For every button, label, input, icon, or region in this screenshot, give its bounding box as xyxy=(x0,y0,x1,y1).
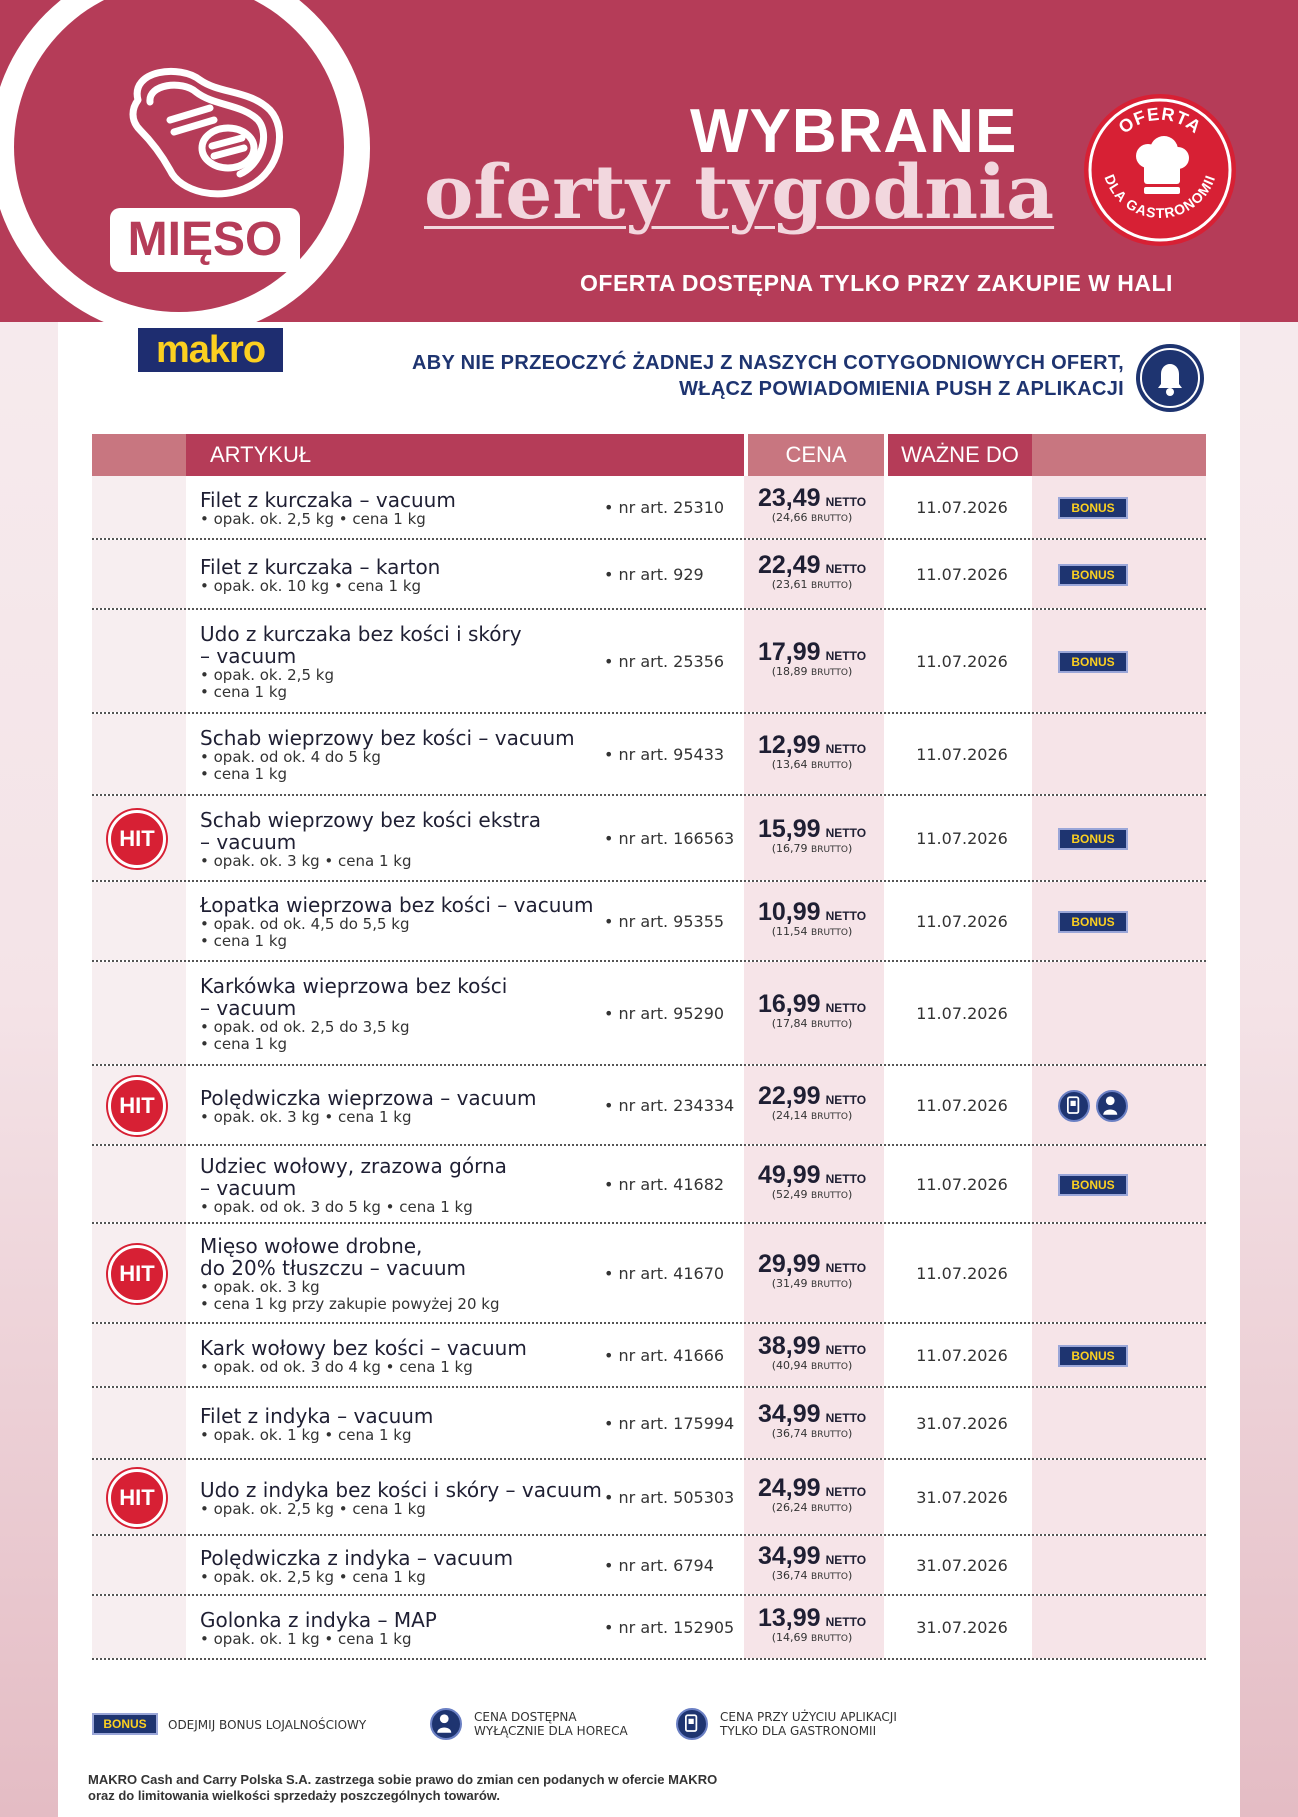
gross-price: (16,79 BRUTTO) xyxy=(771,842,853,855)
gastronomy-offer-badge xyxy=(1080,90,1240,250)
product-name: – vacuum xyxy=(200,829,297,854)
product-detail: • opak. ok. 2,5 kg • cena 1 kg xyxy=(200,1499,426,1518)
bonus-tag: BONUS xyxy=(1058,1345,1128,1367)
brutto-label: BRUTTO xyxy=(811,514,848,524)
bell-icon xyxy=(1136,344,1204,412)
legend-app-line2: TYLKO DLA GASTRONOMII xyxy=(720,1724,877,1738)
product-detail: • opak. od ok. 3 do 4 kg • cena 1 kg xyxy=(200,1357,473,1376)
price-cell xyxy=(744,1604,880,1644)
column-background xyxy=(92,476,186,538)
gross-price: (13,64 BRUTTO) xyxy=(771,758,853,771)
product-name: Schab wieprzowy bez kości – vacuum xyxy=(200,726,575,750)
brutto-label: BRUTTO xyxy=(811,1020,848,1030)
offer-table xyxy=(92,476,1206,1660)
product-detail: • opak. ok. 3 kg xyxy=(200,1278,320,1296)
valid-until-date: 11.07.2026 xyxy=(916,1264,1008,1283)
gross-price: (11,54 BRUTTO) xyxy=(771,925,853,938)
product-detail: • opak. od ok. 4 do 5 kg xyxy=(200,748,381,766)
valid-until-date: 11.07.2026 xyxy=(916,1175,1008,1194)
table-row xyxy=(92,1460,1206,1536)
article-number: • nr art. 95355 xyxy=(604,912,725,931)
table-row xyxy=(92,1324,1206,1388)
chef-person-icon xyxy=(1096,1090,1128,1122)
table-row xyxy=(92,610,1206,714)
gross-value: (23,61 xyxy=(771,578,808,591)
article-number: • nr art. 41682 xyxy=(604,1175,725,1194)
price-cell xyxy=(744,1400,880,1440)
column-background xyxy=(92,1536,186,1594)
bonus-tag: BONUS xyxy=(1058,564,1128,586)
price-cell xyxy=(744,990,880,1030)
product-detail: • cena 1 kg xyxy=(200,1035,288,1053)
gross-value: (17,84 xyxy=(771,1017,808,1030)
gross-price: (18,89 BRUTTO) xyxy=(771,665,853,678)
product-name: Schab wieprzowy bez kości ekstra xyxy=(200,807,542,832)
gross-value: (31,49 xyxy=(771,1277,808,1290)
header-tag-col xyxy=(1032,434,1206,476)
brutto-label: BRUTTO xyxy=(811,1634,848,1644)
price-cell xyxy=(744,1161,880,1201)
gross-value: (13,64 xyxy=(771,758,808,771)
net-price: 13,99 xyxy=(757,1604,821,1632)
header-valid: WAŻNE DO xyxy=(888,434,1032,476)
brutto-label: BRUTTO xyxy=(811,1504,848,1514)
product-info xyxy=(200,623,522,701)
product-detail: • opak. ok. 3 kg • cena 1 kg xyxy=(200,851,412,870)
column-background xyxy=(92,1146,186,1222)
hit-badge: HIT xyxy=(108,810,166,868)
table-row xyxy=(92,1388,1206,1460)
product-name: – vacuum xyxy=(200,996,297,1020)
product-detail: • opak. ok. 1 kg • cena 1 kg xyxy=(200,1425,412,1444)
netto-label: NETTO xyxy=(825,1343,867,1357)
netto-label: NETTO xyxy=(825,562,867,576)
brutto-label: BRUTTO xyxy=(811,928,848,938)
price-cell xyxy=(744,638,880,678)
gross-price: (24,66 BRUTTO) xyxy=(771,511,853,524)
brutto-label: BRUTTO xyxy=(811,845,848,855)
product-detail: • opak. ok. 3 kg • cena 1 kg xyxy=(200,1107,412,1126)
column-background xyxy=(1032,1388,1206,1458)
column-background xyxy=(92,962,186,1064)
column-background xyxy=(92,882,186,960)
valid-until-date: 11.07.2026 xyxy=(916,498,1008,517)
badge-text-top: OFERTA xyxy=(1114,103,1206,138)
valid-until-date: 11.07.2026 xyxy=(916,745,1008,764)
brutto-label: BRUTTO xyxy=(811,1280,848,1290)
article-number: • nr art. 41666 xyxy=(604,1346,725,1365)
net-price: 10,99 xyxy=(757,898,821,926)
column-background xyxy=(92,1596,186,1658)
chef-person-icon xyxy=(430,1708,462,1740)
netto-label: NETTO xyxy=(825,495,867,509)
gross-value: (14,69 xyxy=(771,1631,808,1644)
hit-badge: HIT xyxy=(108,1077,166,1135)
product-info xyxy=(200,556,440,595)
price-cell xyxy=(744,1332,880,1372)
product-info xyxy=(200,1337,527,1376)
price-cell xyxy=(744,484,880,524)
net-price: 29,99 xyxy=(757,1250,821,1278)
column-background xyxy=(92,1324,186,1386)
product-info xyxy=(200,809,541,870)
product-name: Polędwiczka z indyka – vacuum xyxy=(200,1545,514,1570)
net-price: 15,99 xyxy=(757,815,821,843)
header-price: CENA xyxy=(748,434,884,476)
push-line-2: WŁĄCZ POWIADOMIENIA PUSH Z APLIKACJI xyxy=(679,378,1124,400)
product-name: Filet z indyka – vacuum xyxy=(200,1403,434,1428)
column-background xyxy=(92,714,186,794)
badge-text-bottom: DLA GASTRONOMII xyxy=(1101,172,1219,222)
phone-app-icon xyxy=(676,1708,708,1740)
product-name: Golonka z indyka – MAP xyxy=(200,1607,437,1632)
article-number: • nr art. 95290 xyxy=(604,1004,725,1023)
legend-horeca-text xyxy=(474,1710,628,1738)
net-price: 34,99 xyxy=(757,1542,821,1570)
product-detail: • opak. od ok. 3 do 5 kg • cena 1 kg xyxy=(200,1197,473,1216)
article-number: • nr art. 41670 xyxy=(604,1264,725,1283)
gross-price: (24,14 BRUTTO) xyxy=(771,1109,853,1122)
brutto-label: BRUTTO xyxy=(811,1191,848,1201)
net-price: 49,99 xyxy=(757,1161,821,1189)
article-number: • nr art. 152905 xyxy=(604,1618,735,1637)
netto-label: NETTO xyxy=(825,1615,867,1629)
product-detail: • cena 1 kg xyxy=(200,683,288,701)
product-detail: • opak. ok. 2,5 kg • cena 1 kg xyxy=(200,1567,426,1586)
push-notification-notice xyxy=(340,350,1124,402)
phone-app-icon xyxy=(1058,1090,1090,1122)
netto-label: NETTO xyxy=(825,826,867,840)
product-info xyxy=(200,975,507,1053)
valid-until-date: 11.07.2026 xyxy=(916,1096,1008,1115)
legend-bonus-text: ODEJMIJ BONUS LOJALNOŚCIOWY xyxy=(168,1718,367,1732)
hall-only-notice: OFERTA DOSTĘPNA TYLKO PRZY ZAKUPIE W HALI xyxy=(580,270,1173,296)
brutto-label: BRUTTO xyxy=(811,761,848,771)
gross-value: (40,94 xyxy=(771,1359,808,1372)
footer-line-2: oraz do limitowania wielkości sprzedaży poszczególnych towarów. xyxy=(88,1788,501,1803)
price-cell xyxy=(744,898,880,938)
product-info xyxy=(200,727,575,783)
article-number: • nr art. 505303 xyxy=(604,1488,735,1507)
product-info xyxy=(200,1609,437,1648)
valid-until-date: 11.07.2026 xyxy=(916,1346,1008,1365)
gross-value: (18,89 xyxy=(771,665,808,678)
product-detail: • cena 1 kg przy zakupie powyżej 20 kg xyxy=(200,1295,500,1313)
gross-value: (24,14 xyxy=(771,1109,808,1122)
product-name: do 20% tłuszczu – vacuum xyxy=(200,1256,467,1280)
gross-price: (40,94 BRUTTO) xyxy=(771,1359,853,1372)
gross-price: (36,74 BRUTTO) xyxy=(771,1427,853,1440)
gross-price: (14,69 BRUTTO) xyxy=(771,1631,853,1644)
table-row xyxy=(92,1224,1206,1324)
table-row xyxy=(92,1536,1206,1596)
net-price: 23,49 xyxy=(757,484,821,512)
product-name: Mięso wołowe drobne, xyxy=(200,1234,423,1258)
product-detail: • opak. ok. 2,5 kg xyxy=(200,666,334,684)
table-row xyxy=(92,1596,1206,1660)
footer-line-1: MAKRO Cash and Carry Polska S.A. zastrzega sobie prawo do zmian cen podanych w ofercie MAKRO xyxy=(88,1772,718,1787)
gross-price: (36,74 BRUTTO) xyxy=(771,1569,853,1582)
header-hit-col xyxy=(92,434,186,476)
product-name: Filet z kurczaka – vacuum xyxy=(200,487,456,512)
column-background xyxy=(1032,1536,1206,1594)
netto-label: NETTO xyxy=(825,1485,867,1499)
hit-badge: HIT xyxy=(108,1469,166,1527)
gross-value: (11,54 xyxy=(771,925,808,938)
netto-label: NETTO xyxy=(825,1093,867,1107)
bonus-tag: BONUS xyxy=(1058,1174,1128,1196)
product-info xyxy=(200,894,594,950)
product-detail: • cena 1 kg xyxy=(200,932,288,950)
column-background xyxy=(1032,1460,1206,1534)
price-cell xyxy=(744,1082,880,1122)
product-name: – vacuum xyxy=(200,1175,297,1200)
product-info xyxy=(200,489,456,528)
article-number: • nr art. 25356 xyxy=(604,652,725,671)
legend-horeca-line1: CENA DOSTĘPNA xyxy=(474,1710,577,1724)
page-subtitle: oferty tygodnia xyxy=(424,150,1055,236)
net-price: 22,99 xyxy=(757,1082,821,1110)
legend xyxy=(92,1708,1206,1748)
bonus-tag: BONUS xyxy=(1058,828,1128,850)
gross-price: (26,24 BRUTTO) xyxy=(771,1501,853,1514)
legend-app-text xyxy=(720,1710,897,1738)
article-number: • nr art. 6794 xyxy=(604,1556,714,1575)
valid-until-date: 11.07.2026 xyxy=(916,652,1008,671)
makro-logo: makro xyxy=(138,328,283,372)
article-number: • nr art. 175994 xyxy=(604,1414,735,1433)
net-price: 24,99 xyxy=(757,1474,821,1502)
product-name: Kark wołowy bez kości – vacuum xyxy=(200,1335,527,1360)
push-line-1: ABY NIE PRZEOCZYĆ ŻADNEJ Z NASZYCH COTYGODNIOWYCH OFERT, xyxy=(411,352,1124,374)
product-name: Udo z indyka bez kości i skóry – vacuum xyxy=(200,1477,602,1502)
product-detail: • opak. ok. 1 kg • cena 1 kg xyxy=(200,1629,412,1648)
netto-label: NETTO xyxy=(825,1172,867,1186)
column-background xyxy=(92,540,186,608)
column-background xyxy=(1032,962,1206,1064)
netto-label: NETTO xyxy=(825,1261,867,1275)
product-detail: • opak. ok. 2,5 kg • cena 1 kg xyxy=(200,509,426,528)
product-detail: • cena 1 kg xyxy=(200,765,288,783)
net-price: 22,49 xyxy=(757,551,821,579)
brutto-label: BRUTTO xyxy=(811,1572,848,1582)
product-name: Polędwiczka wieprzowa – vacuum xyxy=(200,1085,537,1110)
column-background xyxy=(1032,1596,1206,1658)
product-info xyxy=(200,1235,499,1313)
gross-price: (31,49 BRUTTO) xyxy=(771,1277,853,1290)
table-row xyxy=(92,1066,1206,1146)
legend-horeca-line2: WYŁĄCZNIE DLA HORECA xyxy=(474,1724,628,1738)
price-cell xyxy=(744,815,880,855)
product-name: Łopatka wieprzowa bez kości – vacuum xyxy=(200,893,594,917)
net-price: 38,99 xyxy=(757,1332,821,1360)
brutto-label: BRUTTO xyxy=(811,1112,848,1122)
article-number: • nr art. 25310 xyxy=(604,498,725,517)
article-number: • nr art. 166563 xyxy=(604,829,735,848)
price-cell xyxy=(744,551,880,591)
brutto-label: BRUTTO xyxy=(811,1430,848,1440)
table-header xyxy=(92,434,1206,476)
bonus-tag: BONUS xyxy=(1058,651,1128,673)
column-background xyxy=(92,610,186,712)
valid-until-date: 31.07.2026 xyxy=(916,1618,1008,1637)
gross-value: (36,74 xyxy=(771,1569,808,1582)
valid-until-date: 31.07.2026 xyxy=(916,1414,1008,1433)
article-number: • nr art. 234334 xyxy=(604,1096,735,1115)
brutto-label: BRUTTO xyxy=(811,668,848,678)
valid-until-date: 11.07.2026 xyxy=(916,912,1008,931)
valid-until-date: 11.07.2026 xyxy=(916,565,1008,584)
product-info xyxy=(200,1479,602,1518)
price-cell xyxy=(744,1542,880,1582)
table-row xyxy=(92,714,1206,796)
legend-app-line1: CENA PRZY UŻYCIU APLIKACJI xyxy=(720,1710,897,1724)
netto-label: NETTO xyxy=(825,1553,867,1567)
price-cell xyxy=(744,1250,880,1290)
table-row xyxy=(92,476,1206,540)
product-info xyxy=(200,1155,507,1216)
valid-until-date: 31.07.2026 xyxy=(916,1488,1008,1507)
article-number: • nr art. 95433 xyxy=(604,745,725,764)
table-row xyxy=(92,540,1206,610)
table-row xyxy=(92,882,1206,962)
gross-price: (17,84 BRUTTO) xyxy=(771,1017,853,1030)
gross-price: (23,61 BRUTTO) xyxy=(771,578,853,591)
product-name: – vacuum xyxy=(200,644,297,668)
product-info xyxy=(200,1405,433,1444)
product-name: Karkówka wieprzowa bez kości xyxy=(200,974,508,998)
netto-label: NETTO xyxy=(825,649,867,663)
netto-label: NETTO xyxy=(825,1411,867,1425)
product-name: Filet z kurczaka – karton xyxy=(200,554,441,579)
valid-until-date: 31.07.2026 xyxy=(916,1556,1008,1575)
product-info xyxy=(200,1087,537,1126)
valid-until-date: 11.07.2026 xyxy=(916,829,1008,848)
bonus-tag: BONUS xyxy=(1058,911,1128,933)
netto-label: NETTO xyxy=(825,909,867,923)
table-row xyxy=(92,1146,1206,1224)
valid-until-date: 11.07.2026 xyxy=(916,1004,1008,1023)
price-cell xyxy=(744,731,880,771)
column-background xyxy=(1032,714,1206,794)
legal-footer xyxy=(88,1772,988,1804)
steak-icon xyxy=(110,60,290,210)
gross-value: (24,66 xyxy=(771,511,808,524)
gross-price: (52,49 BRUTTO) xyxy=(771,1188,853,1201)
product-detail: • opak. ok. 10 kg • cena 1 kg xyxy=(200,576,422,595)
product-detail: • opak. od ok. 2,5 do 3,5 kg xyxy=(200,1018,410,1036)
brutto-label: BRUTTO xyxy=(811,581,848,591)
column-background xyxy=(1032,1224,1206,1322)
product-name: Udziec wołowy, zrazowa górna xyxy=(200,1153,507,1178)
page-title: WYBRANE xyxy=(690,97,1018,166)
gross-value: (52,49 xyxy=(771,1188,808,1201)
product-detail: • opak. od ok. 4,5 do 5,5 kg xyxy=(200,915,410,933)
header-article: ARTYKUŁ xyxy=(186,434,744,476)
netto-label: NETTO xyxy=(825,1001,867,1015)
column-background xyxy=(92,1388,186,1458)
netto-label: NETTO xyxy=(825,742,867,756)
brutto-label: BRUTTO xyxy=(811,1362,848,1372)
bonus-tag: BONUS xyxy=(1058,497,1128,519)
gross-value: (36,74 xyxy=(771,1427,808,1440)
article-number: • nr art. 929 xyxy=(604,565,704,584)
net-price: 17,99 xyxy=(757,638,821,666)
table-row xyxy=(92,796,1206,882)
price-cell xyxy=(744,1474,880,1514)
product-name: Udo z kurczaka bez kości i skóry xyxy=(200,622,522,646)
net-price: 34,99 xyxy=(757,1400,821,1428)
net-price: 12,99 xyxy=(757,731,821,759)
gross-value: (26,24 xyxy=(771,1501,808,1514)
net-price: 16,99 xyxy=(757,990,821,1018)
hit-badge: HIT xyxy=(108,1245,166,1303)
product-info xyxy=(200,1547,513,1586)
gross-value: (16,79 xyxy=(771,842,808,855)
table-row xyxy=(92,962,1206,1066)
legend-bonus-tag: BONUS xyxy=(92,1713,158,1735)
category-label: MIĘSO xyxy=(110,208,300,272)
